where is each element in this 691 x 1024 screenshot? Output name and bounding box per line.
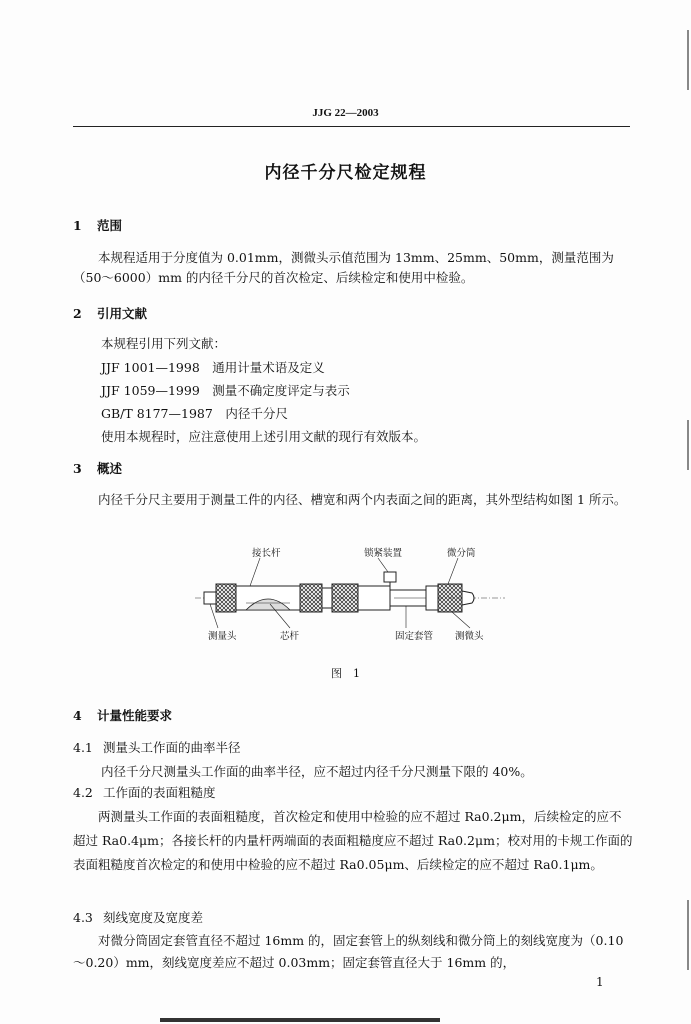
label-extension-rod: 接长杆	[252, 548, 281, 559]
reference-item: JJF 1059—1999 测量不确定度评定与表示	[101, 383, 350, 398]
label-measuring-head: 测量头	[208, 631, 237, 642]
document-title: 内径千分尺检定规程	[264, 163, 427, 183]
section-3-heading	[73, 459, 122, 477]
figure-caption: 图 1	[331, 667, 360, 680]
lock-knob	[384, 572, 396, 582]
subsection-4-2-heading	[73, 783, 216, 801]
references-intro: 本规程引用下列文献：	[101, 336, 227, 351]
reference-item: GB/T 8177—1987 内径千分尺	[101, 406, 288, 421]
section-2-heading	[73, 304, 147, 322]
label-fixed-sleeve: 固定套管	[395, 631, 434, 642]
section-1-heading	[73, 216, 122, 234]
section-1-text: 本规程适用于分度值为 0.01mm，测微头示值范围为 13mm、25mm、50mm，测量范围为（50～6000）mm 的内径千分尺的首次检定、后续检定和使用中检验。	[73, 250, 614, 285]
section-number: 4	[73, 708, 82, 723]
scan-bottom-bar	[160, 1018, 440, 1022]
references-note: 使用本规程时，应注意使用上述引用文献的现行有效版本。	[101, 429, 427, 444]
section-4-heading	[73, 706, 172, 724]
subsection-4-2-text: 两测量头工作面的表面粗糙度，首次检定和使用中检验的应不超过 Ra0.2μm，后续检定的应不超过 Ra0.4μm；各接长杆的内量杆两端面的表面粗糙度应不超过 Ra0.2μm；校对用的卡规工作面的表面粗糙度首次检定的和使用中检验的应不超过 Ra0.05μm、后续检定的应不超过 Ra0.1μm。	[73, 809, 633, 872]
section-number: 2	[73, 306, 82, 321]
section-3-text: 内径千分尺主要用于测量工件的内径、槽宽和两个内表面之间的距离，其外型结构如图 1 所示。	[98, 492, 627, 507]
subsection-4-1-text: 内径千分尺测量头工作面的曲率半径，应不超过内径千分尺测量下限的 40%。	[101, 764, 533, 779]
label-thimble: 微分筒	[447, 548, 476, 559]
page-number: 1	[596, 975, 604, 989]
subsection-number: 4.3	[73, 910, 93, 925]
label-micrometer-head: 测微头	[455, 631, 484, 642]
scan-edge-mark	[687, 420, 689, 470]
subsection-title: 测量头工作面的曲率半径	[103, 740, 241, 755]
section-title: 计量性能要求	[97, 708, 173, 723]
section-number: 1	[73, 218, 82, 233]
section-title: 范围	[97, 218, 123, 233]
subsection-4-3-heading	[73, 908, 203, 926]
standard-number-header: JJG 22—2003	[312, 107, 379, 119]
label-locking-device: 锁紧装置	[364, 548, 403, 559]
subsection-4-1-heading	[73, 738, 241, 756]
reference-item: JJF 1001—1998 通用计量术语及定义	[101, 360, 325, 375]
section-title: 概述	[97, 461, 123, 476]
subsection-title: 刻线宽度及宽度差	[103, 910, 204, 925]
scan-edge-mark	[687, 30, 689, 90]
label-core-rod: 芯杆	[280, 631, 300, 642]
subsection-number: 4.1	[73, 740, 93, 755]
scan-edge-mark	[687, 900, 689, 970]
left-anvil	[204, 592, 216, 604]
thimble-knurl	[438, 584, 462, 612]
inside-micrometer-diagram	[190, 558, 510, 630]
left-knurl	[216, 584, 236, 612]
header-rule	[73, 126, 630, 127]
section-title: 引用文献	[97, 306, 148, 321]
subsection-4-3-text: 对微分筒固定套管直径不超过 16mm 的，固定套管上的纵刻线和微分筒上的刻线宽度为（0.10～0.20）mm，刻线宽度差应不超过 0.03mm；固定套管直径大于 16mm 的，	[73, 933, 624, 970]
subsection-title: 工作面的表面粗糙度	[103, 785, 216, 800]
subsection-number: 4.2	[73, 785, 93, 800]
section-number: 3	[73, 461, 82, 476]
